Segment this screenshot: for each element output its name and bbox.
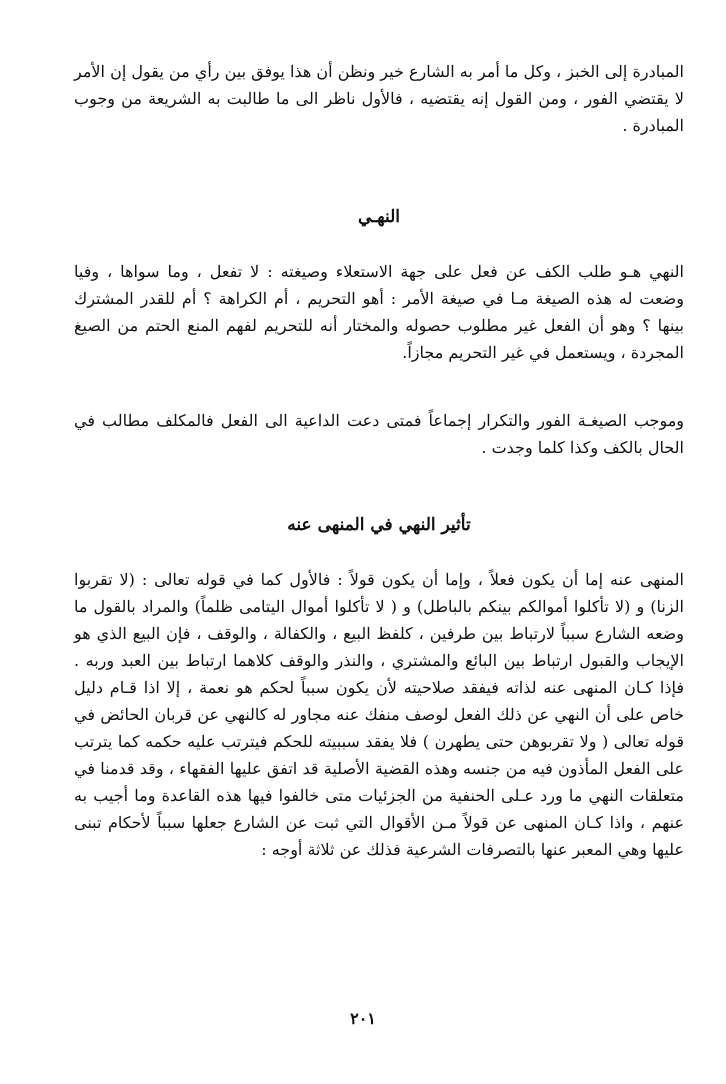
paragraph-prohibition-definition: النهي هـو طلب الكف عن فعل على جهة الاستعلاء وصيغته : لا تفعل ، وما سواها ، وفيا وضعت له هذه الصيغة مـا في صيغة الأمر : أهو التحريم ، أم الكراهة ؟ أم للقدر المشترك بينها ؟ وهو أن الفعل غير مطلوب حصوله والمختار أنه للتحريم لفهم المنع الحتم من الصيغ المجردة ، ويستعمل في غير التحريم مجازاً. [74,262,685,362]
section-heading-prohibition: النهـي [357,207,401,227]
page-number: ٢٠١ [350,1009,376,1028]
paragraph-prohibited-object: المنهى عنه إما أن يكون فعلاً ، وإما أن يكون قولاً : فالأول كما في قوله تعالى : (لا تقربوا الزنا) و (لا تأكلوا أموالكم بينكم بالباطل) و ( لا تأكلوا أموال اليتامى ظلماً) والمراد بالقول ما وضعه الشارع سبباً لارتباط بين طرفين ، كلفظ البيع ، والكفالة ، والوقف ، فإن البيع الذي هو الإيجاب والقبول ارتباط بين البائع والمشتري ، والنذر والوقف كلاهما ارتباط بين العبد وربه . فإذا كـان المنهى عنه لذاته فيفقد صلاحيته لأن يكون سبباً لحكم هو نعمة ، إلا اذا قـام دليل خاص على أن النهي عن ذلك الفعل لوصف منفك عنه مجاور له كالنهي عن قربان الحائض في قوله تعالى ( ولا تقربوهن حتى يطهرن ) فلا يفقد سببيته للحكم فيترتب عليه حكمه كما يترتب على الفعل المأذون فيه من جنسه وهذه القضية الأصلية قد اتفق عليها الفقهاء ، وقد قدمنا في متعلقات النهي ما ورد عـلى الحنفية من الجزئيات متى خالفوا فيها هذه القاعدة وما أجيب به عنهم ، واذا كـان المنهى عن قولاً مـن الأقوال التي ثبت عن الشارع جعلها سبباً لأحكام تبنى عليها وهي المعبر عنها بالتصرفات الشرعية فذلك عن ثلاثة أوجه : [74,570,684,859]
paragraph-initiative-intro: المبادرة إلى الخبز ، وكل ما أمر به الشارع خير ونظن أن هذا يوفق بين رأي من يقول إن الأمر لا يقتضي الفور ، ومن القول إنه يقتضيه ، فالأول ناظر الى ما طالبت به الشريعة من وجوب المبادرة . [74,62,685,135]
section-heading-effect-of-prohibition: تأثير النهي في المنهى عنه [287,515,471,535]
paragraph-prohibition-immediacy: وموجب الصيغـة الفور والتكرار إجماعاً فمتى دعت الداعية الى الفعل فالمكلف مطالب في الحال بالكف وكذا كلما وجدت . [74,411,684,457]
